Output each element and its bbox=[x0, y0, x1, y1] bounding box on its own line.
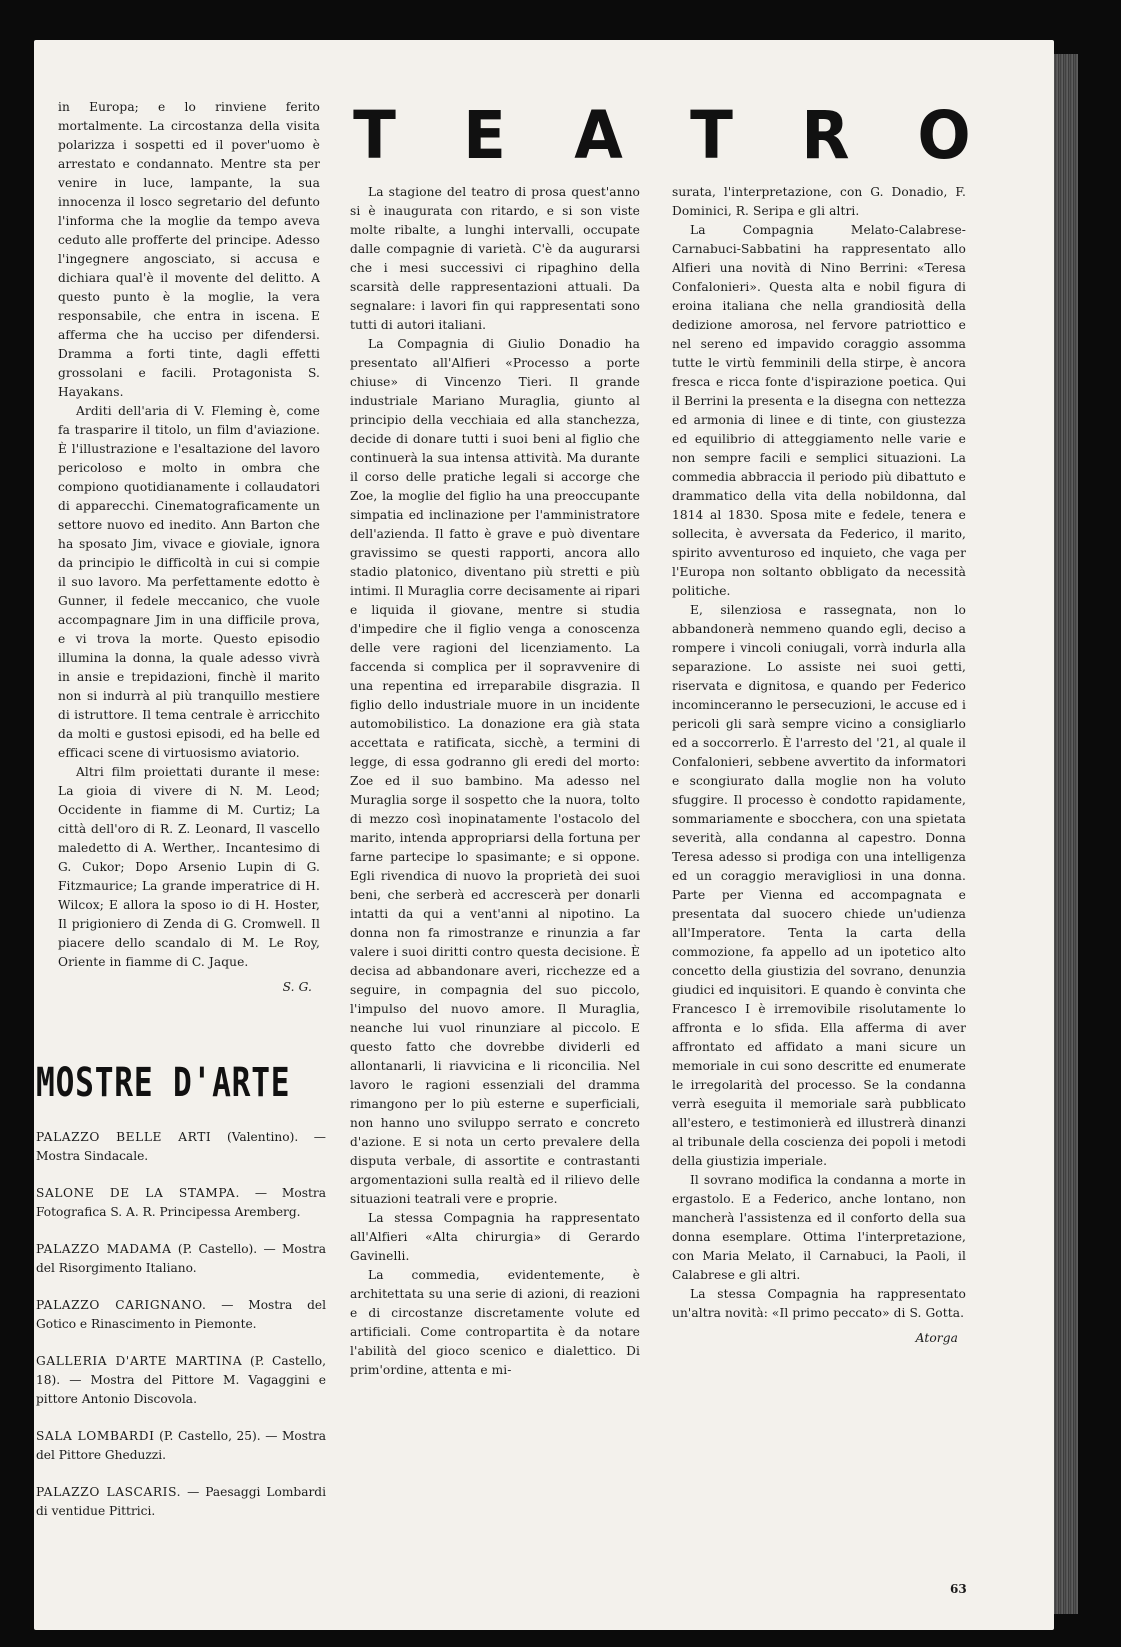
teatro-paragraph: La stessa Compagnia ha rappresentato all'Alfieri «Alta chirurgia» di Gerardo Gavinelli. bbox=[350, 1211, 640, 1263]
exhibition-entry bbox=[36, 1483, 326, 1521]
exhibition-detail: (Valentino). — Mostra Sindacale. bbox=[36, 1130, 326, 1163]
exhibition-entry bbox=[36, 1352, 326, 1409]
heading-letter: T bbox=[353, 96, 396, 174]
teatro-paragraph: surata, l'interpretazione, con G. Donadio, F. Dominici, R. Seripa e gli altri. bbox=[672, 185, 966, 218]
exhibition-venue: SALONE DE LA STAMPA. bbox=[36, 1186, 240, 1200]
exhibition-entry bbox=[36, 1427, 326, 1465]
exhibition-venue: PALAZZO CARIGNANO. bbox=[36, 1298, 207, 1312]
exhibition-entry bbox=[36, 1296, 326, 1334]
teatro-paragraph: La commedia, evidentemente, è architettata su una serie di azioni, di reazioni e di circostanze discretamente volute ed artificiali. Come contropartita è da notare l'abilità del gioco scenico e dialettico. Di prim'ordine, attenta e mi- bbox=[350, 1268, 640, 1377]
corner-mark bbox=[1018, 44, 1022, 48]
exhibition-list bbox=[36, 1128, 326, 1539]
page-number: 63 bbox=[950, 1582, 967, 1596]
teatro-paragraph: E, silenziosa e rassegnata, non lo abbandonerà nemmeno quando egli, deciso a rompere i vincoli coniugali, vorrà indurla alla separazione. Lo assiste nei suoi getti, riservata e dignitosa, e quando per Federico incominceranno le persecuzioni, le accuse ed i pericoli gli sarà sempre vicino a consigliarlo ed a soccorrerlo. È l'arresto del '21, al quale il Confalonieri, sebbene avvertito da informatori e scongiurato dalla moglie non ha voluto sfuggire. Il processo è condotto rapidamente, sommariamente e sbocchera, con una spietata severità, alla condanna al capestro. Donna Teresa adesso si prodiga con una intelligenza ed un coraggio meravigliosi in una donna. Parte per Vienna ed accompagnata e presentata dal suocero chiede un'udienza all'Imperatore. Tenta la carta della commozione, fa appello ad un ipotetico alto concetto della giustizia del sovrano, denunzia giudici ed inquisitori. E quando è convinta che Francesco I è irremovibile risolutamente lo affronta e lo sfida. Ella afferma di aver affrontato ed affidato a mani sicure un memoriale in cui sono descritte ed enumerate le irregolarità del processo. Se la condanna verrà eseguita il memoriale sarà pubblicato all'estero, e testimonierà ed illustrerà dinanzi al tribunale della coscienza dei popoli i metodi della giustizia imperiale. bbox=[672, 603, 966, 1168]
exhibition-detail: (P. Castello, 18). — Mostra del Pittore M. Vagaggini e pittore Antonio Discovola. bbox=[36, 1354, 326, 1406]
exhibition-detail: (P. Castello). — Mostra del Risorgimento Italiano. bbox=[36, 1242, 327, 1275]
teatro-paragraph: La Compagnia di Giulio Donadio ha presentato all'Alfieri «Processo a porte chiuse» di Vincenzo Tieri. Il grande industriale Mariano Muraglia, giunto al principio della vecchiaia ed alla stanchezza, decide di donare tutti i suoi beni al figlio che continuerà la sua intensa attività. Ma durante il corso delle pratiche legali si accorge che Zoe, la moglie del figlio ha una preoccupante simpatia ed inclinazione per l'amministratore dell'azienda. Il fatto è grave e può diventare gravissimo se questi rapporti, ancora allo stadio platonico, diventano più stretti e più intimi. Il Muraglia corre decisamente ai ripari e liquida il giovane, mentre si studia d'impedire che il figlio venga a conoscenza delle vere ragioni del licenziamento. La faccenda si complica per il sopravvenire di una repentina ed irreparabile disgrazia. Il figlio dello industriale muore in un incidente automobilistico. La donazione era già stata accettata e ratificata, sicchè, a termini di legge, di essa godranno gli eredi del morto: Zoe ed il suo bambino. Ma adesso nel Muraglia sorge il sospetto che la nuora, tolto di mezzo così inopinatamente l'ostacolo del marito, intenda appropriarsi della fortuna per farne partecipe lo spasimante; e si oppone. Egli rivendica di nuovo la proprietà dei suoi beni, che serberà ed accrescerà per donarli intatti da qui a vent'anni al nipotino. La donna non fa rimostranze e rinunzia a far valere i suoi diritti contro questa decisione. È decisa ad abbandonare averi, ricchezze ed a seguire, in compagnia del suo piccolo, l'impulso del nuovo amore. Il Muraglia, neanche lui vuol rinunziare al piccolo. E questo fatto che dovrebbe dividerli ed allontanarli, li riavvicina e li riconcilia. Nel lavoro le ragioni essenziali del dramma rimangono per lo più esterne e superficiali, non hanno uno sviluppo serrato e concreto d'azione. E si nota un certo prevalere della disputa verbale, di assortite e contrastanti argomentazioni sulla realtà ed il rilievo delle situazioni teatrali vere e proprie. bbox=[350, 337, 640, 1206]
teatro-paragraph: La stagione del teatro di prosa quest'anno si è inaugurata con ritardo, e si son viste molte ribalte, a lunghi intervalli, occupate dalle compagnie di varietà. C'è da augurarsi che i mesi successivi ci ripaghino della scarsità delle rappresentazioni attuali. Da segnalare: i lavori fin qui rappresentati sono tutti di autori italiani. bbox=[350, 185, 640, 332]
exhibition-venue: PALAZZO MADAMA bbox=[36, 1242, 172, 1256]
exhibition-detail: — Paesaggi Lombardi di ventidue Pittrici. bbox=[36, 1485, 327, 1518]
heading-letter: A bbox=[574, 96, 623, 174]
film-review-paragraph: Arditi dell'aria di V. Fleming è, come fa trasparire il titolo, un film d'aviazione. È l'illustrazione e l'esaltazione del lavoro pericoloso e molto in ombra che compiono quotidianamente i collaudatori di apparecchi. Cinematograficamente un settore nuovo ed inedito. Ann Barton che ha sposato Jim, vivace e gioviale, ignora da principio le difficoltà in cui si compie il suo lavoro. Ma perfettamente edotto è Gunner, il fedele meccanico, che vuole accompagnare Jim in una difficile prova, e vi trova la morte. Questo episodio illumina la donna, la quale adesso vivrà in ansie e trepidazioni, finchè il marito non si indurrà al più tranquillo mestiere di istruttore. Il tema centrale è arricchito da molti e gustosi episodi, ed ha belle ed efficaci scene di virtuosismo aviatorio. bbox=[58, 404, 320, 760]
teatro-paragraph: La Compagnia Melato-Calabrese-Carnabuci-Sabbatini ha rappresentato allo Alfieri una novità di Nino Berrini: «Teresa Confalonieri». Questa alta e nobil figura di eroina italiana che nella grandiosità della dedizione amorosa, nel fervore patriottico e nel sereno ed impavido coraggio assomma tutte le virtù femminili della stirpe, è ancora fresca e ricca fonte d'ispirazione poetica. Qui il Berrini la presenta e la disegna con nettezza ed armonia di linee e di tinte, con giustezza ed equilibrio di atteggiamento nelle varie e non sempre facili e semplici situazioni. La commedia abbraccia il periodo più dibattuto e drammatico della vita della nobildonna, dal 1814 al 1830. Sposa mite e fedele, tenera e sollecita, è avversata da Federico, il marito, spirito avventuroso ed inquieto, che vaga per l'Europa non soltanto obbligato da necessità politiche. bbox=[672, 223, 966, 598]
heading-letter: E bbox=[463, 96, 507, 174]
exhibition-entry bbox=[36, 1240, 326, 1278]
teatro-heading bbox=[352, 96, 972, 174]
exhibition-detail: (P. Castello, 25). — Mostra del Pittore Gheduzzi. bbox=[36, 1429, 327, 1462]
author-signature: S. G. bbox=[282, 980, 312, 994]
left-column bbox=[58, 98, 320, 997]
exhibition-detail: — Mostra Fotografica S. A. R. Principessa Aremberg. bbox=[36, 1186, 326, 1219]
exhibition-entry bbox=[36, 1128, 326, 1166]
film-list-paragraph: Altri film proiettati durante il mese: La gioia di vivere di N. M. Leod; Occidente in fiamme di M. Curtiz; La città dell'oro di R. Z. Leonard, Il vascello maledetto di A. Werther,. Incantesimo di G. Cukor; Dopo Arsenio Lupin di G. Fitzmaurice; La grande imperatrice di H. Wilcox; E allora la sposo io di H. Hoster, Il prigioniero di Zenda di G. Cromwell. Il piacere dello scandalo di M. Le Roy, Oriente in fiamme di C. Jaque. bbox=[58, 765, 320, 969]
exhibition-entry bbox=[36, 1184, 326, 1222]
exhibition-detail: — Mostra del Gotico e Rinascimento in Piemonte. bbox=[36, 1298, 326, 1331]
exhibition-venue: PALAZZO BELLE ARTI bbox=[36, 1130, 212, 1144]
author-signature: Atorga bbox=[915, 1331, 958, 1345]
exhibition-venue: GALLERIA D'ARTE MARTINA bbox=[36, 1354, 243, 1368]
heading-letter: R bbox=[800, 96, 850, 174]
book-spine bbox=[1054, 54, 1078, 1614]
teatro-column-b bbox=[672, 183, 966, 1348]
mostre-heading: MOSTRE D'ARTE bbox=[36, 1060, 291, 1106]
teatro-paragraph: La stessa Compagnia ha rappresentato un'altra novità: «Il primo peccato» di S. Gotta. bbox=[672, 1287, 966, 1320]
exhibition-venue: SALA LOMBARDI bbox=[36, 1429, 155, 1443]
teatro-column-a bbox=[350, 183, 640, 1380]
heading-letter: O bbox=[917, 96, 971, 174]
heading-letter: T bbox=[690, 96, 734, 174]
teatro-paragraph: Il sovrano modifica la condanna a morte in ergastolo. E a Federico, anche lontano, non mancherà l'assistenza ed il conforto della sua donna esemplare. Ottima l'interpretazione, con Maria Melato, il Carnabuci, la Paoli, il Calabrese e gli altri. bbox=[672, 1173, 966, 1282]
exhibition-venue: PALAZZO LASCARIS. bbox=[36, 1485, 182, 1499]
film-review-paragraph: in Europa; e lo rinviene ferito mortalmente. La circostanza della visita polarizza i sospetti ed il pover'uomo è arrestato e condannato. Mentre sta per venire in luce, lampante, la sua innocenza il losco segretario del defunto l'informa che la moglie da tempo aveva ceduto alle profferte del principe. Adesso l'ingegnere angosciato, si accusa e dichiara qual'è il movente del delitto. A questo punto è la moglie, la vera responsabile, che entra in iscena. E afferma che ha ucciso per difendersi. Dramma a forti tinte, dagli effetti grossolani e facili. Protagonista S. Hayakans. bbox=[58, 100, 320, 399]
